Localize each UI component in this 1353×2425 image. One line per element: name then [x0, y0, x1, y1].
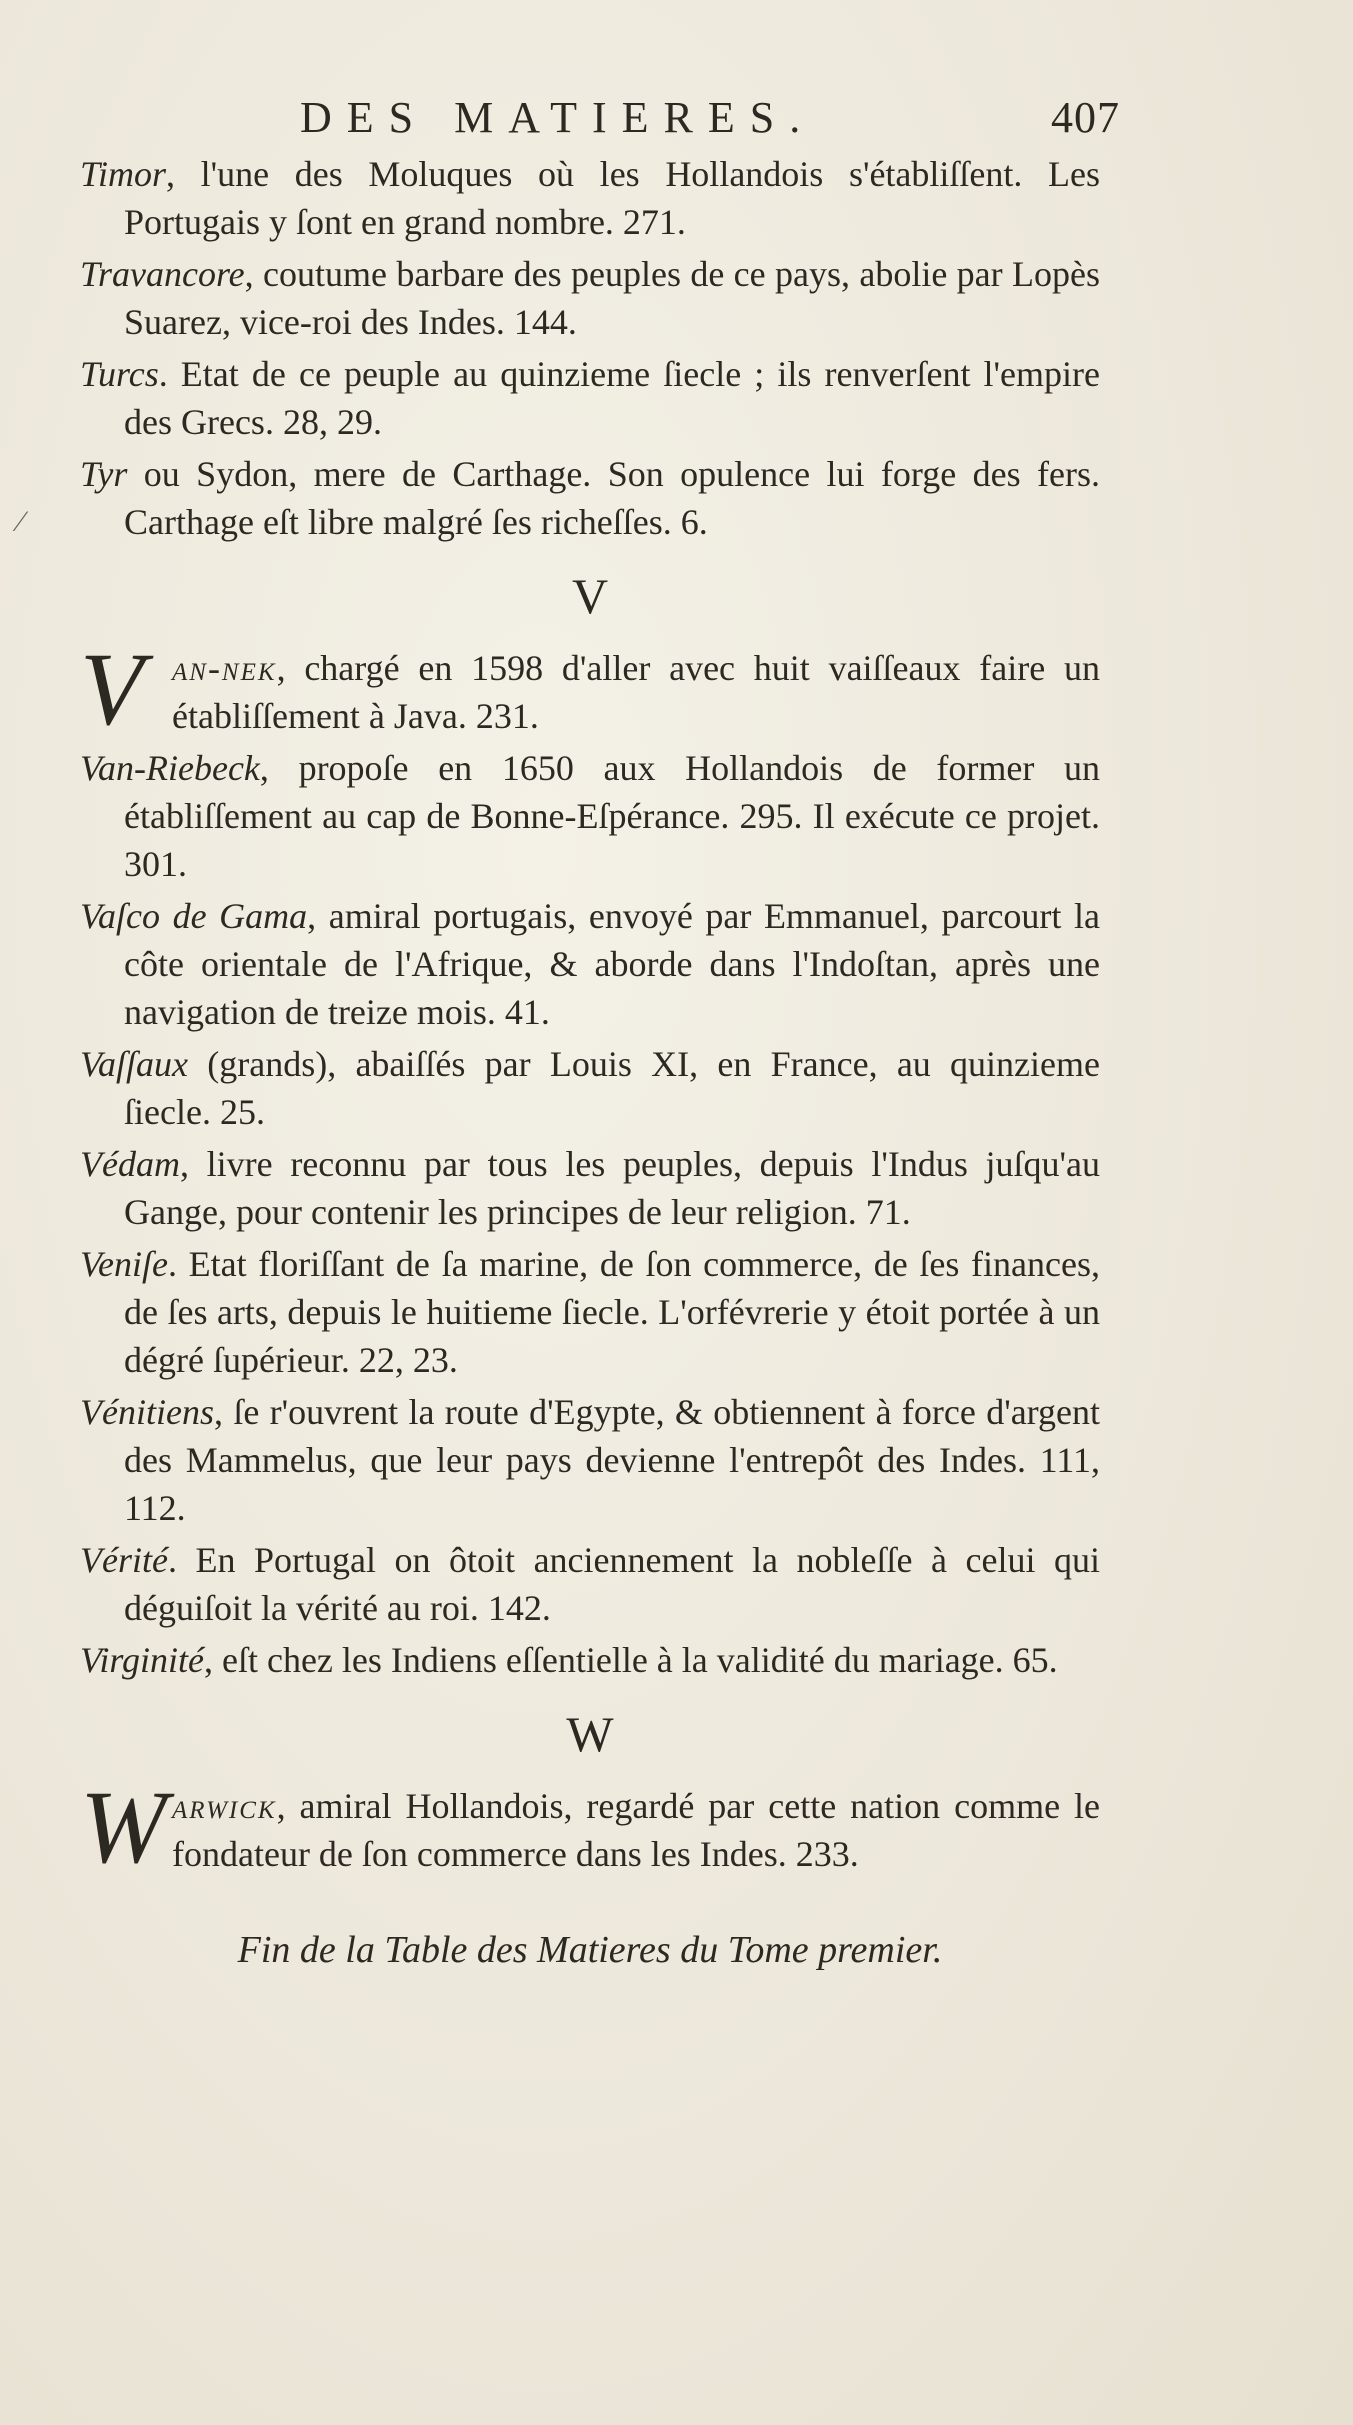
entry-term: Veniſe [80, 1244, 168, 1284]
entry-text: , ſe r'ouvrent la route d'Egypte, & obtiennent à force d'argent des Mammelus, que leur pays devienne l'entrepôt des Indes. 111, 112. [124, 1392, 1100, 1528]
index-entry [80, 892, 1100, 1036]
index-entry [80, 150, 1100, 246]
entry-text: (grands), abaiſſés par Louis XI, en France, au quinzieme ſiecle. 25. [124, 1044, 1100, 1132]
entry-text: , coutume barbare des peuples de ce pays, abolie par Lopès Suarez, vice-roi des Indes. 144. [124, 254, 1100, 342]
index-entry [80, 1140, 1100, 1236]
entry-term: Van-Riebeck [80, 748, 260, 788]
entry-text: , livre reconnu par tous les peuples, depuis l'Indus juſqu'au Gange, pour contenir les principes de leur religion. 71. [124, 1144, 1100, 1232]
running-header [300, 92, 1120, 152]
entry-term: Vaſſaux [80, 1044, 188, 1084]
index-entry [80, 744, 1100, 888]
index-entry [80, 1388, 1100, 1532]
margin-mark: ⁄ [18, 505, 24, 538]
index-content [80, 150, 1100, 1974]
entry-term: Tyr [80, 454, 128, 494]
entry-term: Timor [80, 154, 167, 194]
drop-cap: W [80, 1770, 167, 1885]
entry-text: , l'une des Moluques où les Hollandois s'établiſſent. Les Portugais y ſont en grand nombre. 271. [124, 154, 1100, 242]
section-letter-v: V [571, 568, 609, 624]
end-note: Fin de la Table des Matieres du Tome premier. [237, 1929, 943, 1971]
header-title: DES MATIERES. [300, 93, 816, 142]
index-entry-dropcap-v [80, 632, 1100, 747]
index-entry [80, 250, 1100, 346]
index-entry [80, 1240, 1100, 1384]
entry-text: . Etat de ce peuple au quinzieme ſiecle ; ils renverſent l'empire des Grecs. 28, 29. [124, 354, 1100, 442]
index-entry [80, 450, 1100, 546]
entry-term: arwick [172, 1786, 277, 1826]
entry-term: Vaſco de Gama [80, 896, 308, 936]
section-letter-w: W [566, 1706, 614, 1762]
entry-text: , propoſe en 1650 aux Hollandois de former un établiſſement au cap de Bonne-Eſpérance. 295. Il exécute ce projet. 301. [124, 748, 1100, 884]
entry-text: , eſt chez les Indiens eſſentielle à la validité du mariage. 65. [203, 1640, 1058, 1680]
page-number: 407 [1051, 93, 1120, 142]
entry-text: ou Sydon, mere de Carthage. Son opulence lui forge des fers. Carthage eſt libre malgré ſes richeſſes. 6. [124, 454, 1100, 542]
drop-cap: V [80, 632, 144, 747]
entry-term: an-nek [172, 648, 277, 688]
index-entry [80, 1040, 1100, 1136]
entry-term: Turcs [80, 354, 159, 394]
entry-term: Travancore [80, 254, 245, 294]
index-entry-dropcap-w [80, 1770, 1100, 1885]
entry-term: Védam [80, 1144, 180, 1184]
entry-text: , amiral portugais, envoyé par Emmanuel, parcourt la côte orientale de l'Afrique, & aborde dans l'Indoſtan, après une navigation de treize mois. 41. [124, 896, 1100, 1032]
entry-text: . Etat floriſſant de ſa marine, de ſon commerce, de ſes finances, de ſes arts, depuis le huitieme ſiecle. L'orfévrerie y étoit portée à un dégré ſupérieur. 22, 23. [124, 1244, 1100, 1380]
entry-term: Virginité [80, 1640, 204, 1680]
v-entries [80, 744, 1100, 1684]
index-entry [80, 1536, 1100, 1632]
index-entry [80, 1636, 1100, 1684]
entry-term: Vénitiens [80, 1392, 214, 1432]
t-entries [80, 150, 1100, 546]
entry-text: . En Portugal on ôtoit anciennement la nobleſſe à celui qui déguiſoit la vérité au roi. 142. [124, 1540, 1100, 1628]
entry-term: Vérité [80, 1540, 168, 1580]
entry-text: , amiral Hollandois, regardé par cette nation comme le fondateur de ſon commerce dans les Indes. 233. [172, 1786, 1100, 1874]
index-entry [80, 350, 1100, 446]
entry-text: , chargé en 1598 d'aller avec huit vaiſſeaux faire un établiſſement à Java. 231. [172, 648, 1100, 736]
